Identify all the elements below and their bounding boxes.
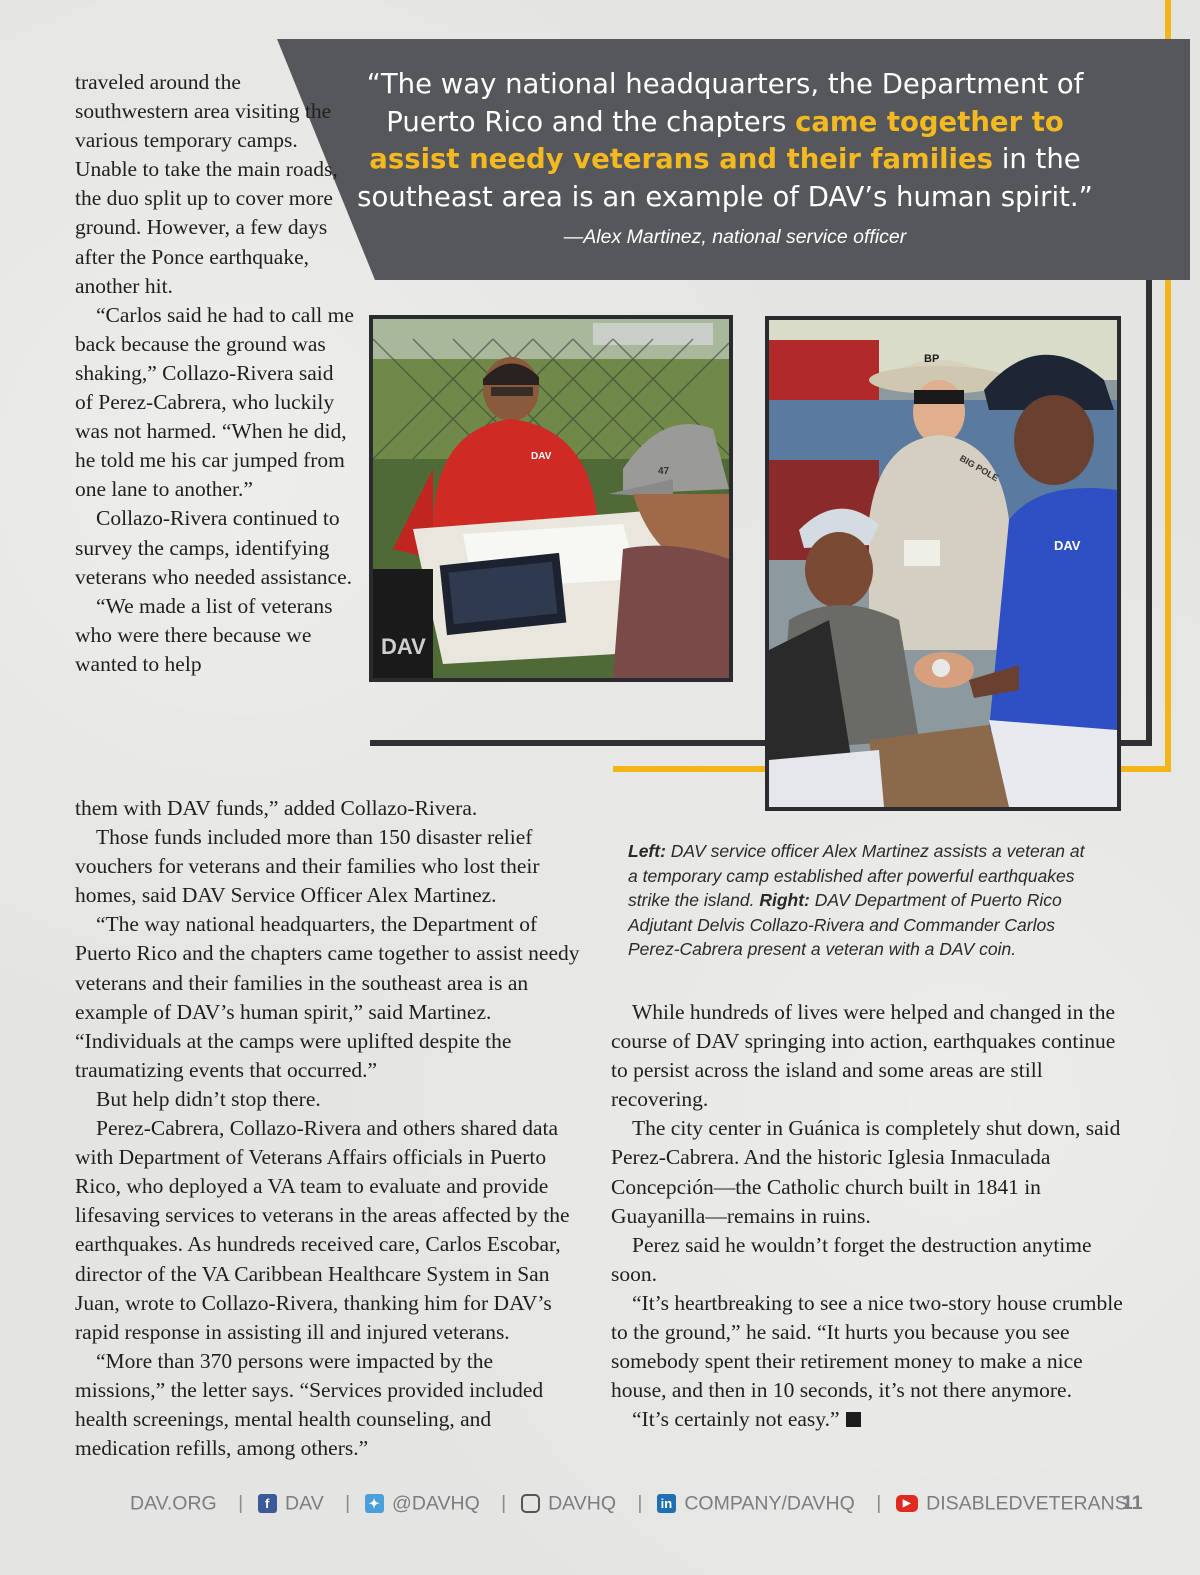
article-paragraph-final <box>611 1405 1126 1434</box>
pull-quote-text-end: in the southeast area is an example of DAV’s human spirit.” <box>357 143 1093 213</box>
article-paragraph: “The way national headquarters, the Department of Puerto Rico and the chapters came together to assist needy veterans and their families in the southeast area is an example of DAV’s human spirit,” said Martinez. “Individuals at the camps were uplifted despite the traumatizing events that occurred.” <box>75 912 580 1082</box>
article-paragraph: “Carlos said he had to call me back because the ground was shaking,” Collazo-Rivera said of Perez-Cabrera, who luckily was not harmed. “When he did, he told me his car jumped from one lane to another.” <box>75 302 354 502</box>
footer-instagram-link[interactable]: DAVHQ <box>548 1492 616 1515</box>
article-paragraph: “More than 370 persons were impacted by the missions,” the letter says. “Services provided included health screenings, mental health counseling, and medication refills, among others.” <box>75 1348 544 1461</box>
page-footer <box>130 1492 1140 1518</box>
footer-youtube-link[interactable]: DISABLEDVETERANS <box>926 1492 1128 1515</box>
facebook-icon[interactable]: f <box>258 1494 277 1513</box>
photo-veteran-coin <box>765 316 1121 811</box>
caption-left-text: DAV service officer Alex Martinez assists a veteran at a temporary camp established after powerful earthquakes strike the island. <box>628 841 1085 911</box>
article-column-left-bottom <box>75 794 585 1463</box>
end-mark-icon <box>846 1412 861 1427</box>
footer-linkedin-link[interactable]: COMPANY/DAVHQ <box>684 1492 855 1515</box>
caption-left-label: Left: <box>628 841 666 861</box>
photo-caption <box>628 839 1098 962</box>
photo-veteran-coin-illustration <box>769 320 1117 807</box>
footer-separator: | <box>238 1492 244 1515</box>
photo-right-shirt-text: BIG POLE <box>958 453 1001 484</box>
article-column-right <box>611 998 1126 1434</box>
article-paragraph: “It’s heartbreaking to see a nice two-story house crumble to the ground,” he said. “It hurts you because you see somebody spent their retirement money to make a nice house, and then in 10 seconds, it’s not there anymore. <box>611 1290 1123 1403</box>
linkedin-icon[interactable]: in <box>657 1494 676 1513</box>
footer-separator: | <box>876 1492 882 1515</box>
article-column-left-top <box>75 68 355 679</box>
article-paragraph: them with DAV funds,” added Collazo-Rivera. <box>75 796 478 820</box>
photo-left-cap-logo: 47 <box>658 466 670 477</box>
page-number: 11 <box>1122 1492 1143 1514</box>
footer-separator: | <box>637 1492 643 1515</box>
photo-right-hat-logo: BP <box>924 353 940 365</box>
pull-quote <box>345 66 1105 216</box>
final-quote-text: “It’s certainly not easy.” <box>632 1407 840 1432</box>
photo-service-officer <box>369 315 733 682</box>
article-paragraph: But help didn’t stop there. <box>96 1086 321 1111</box>
photo-right-shirt-logo: DAV <box>1054 538 1081 553</box>
article-paragraph: Collazo-Rivera continued to survey the camps, identifying veterans who needed assistance. <box>75 506 353 589</box>
footer-site-link[interactable]: DAV.ORG <box>130 1492 217 1515</box>
article-paragraph: Those funds included more than 150 disaster relief vouchers for veterans and their families who lost their homes, said DAV Service Officer Alex Martinez. <box>75 825 540 908</box>
footer-separator: | <box>501 1492 507 1515</box>
article-paragraph: “We made a list of veterans who were there because we wanted to help <box>75 593 333 676</box>
article-paragraph: The city center in Guánica is completely shut down, said Perez-Cabrera. And the historic Iglesia Inmaculada Concepción—the Catholic church built in 1841 in Guayanilla—remains in ruins. <box>611 1116 1121 1228</box>
footer-twitter-link[interactable]: @DAVHQ <box>392 1492 480 1515</box>
caption-right-text: DAV Department of Puerto Rico Adjutant Delvis Collazo-Rivera and Commander Carlos Perez-Cabrera present a veteran with a DAV coin. <box>628 890 1062 960</box>
pull-quote-attribution: —Alex Martinez, national service officer <box>563 226 907 248</box>
caption-right-label: Right: <box>759 890 810 911</box>
youtube-icon[interactable]: ▶ <box>896 1495 918 1512</box>
article-paragraph: Perez-Cabrera, Collazo-Rivera and others shared data with Department of Veterans Affairs officials in Puerto Rico, who deployed a VA team to evaluate and provide lifesaving services to veterans in the areas affected by the earthquakes. As hundreds received care, Carlos Escobar, director of the VA Caribbean Healthcare System in San Juan, wrote to Collazo-Rivera, thanking him for DAV’s rapid response in assisting ill and injured veterans. <box>75 1116 570 1344</box>
pull-quote-text: “The way national headquarters, the Department of Puerto Rico and the chapters <box>366 68 1084 138</box>
instagram-icon[interactable] <box>521 1494 540 1513</box>
photo-left-bag-logo: DAV <box>381 634 426 659</box>
photo-left-shirt-logo: DAV <box>531 451 552 462</box>
footer-facebook-link[interactable]: DAV <box>285 1492 324 1515</box>
article-paragraph: While hundreds of lives were helped and changed in the course of DAV springing into action, earthquakes continue to persist across the island and some areas are still recovering. <box>611 1000 1116 1112</box>
twitter-icon[interactable]: ✦ <box>365 1494 384 1513</box>
article-paragraph: traveled around the southwestern area visiting the various temporary camps. Unable to take the main roads, the duo split up to cover more ground. However, a few days after the Ponce earthquake, another hit. <box>75 70 338 298</box>
footer-separator: | <box>345 1492 351 1515</box>
article-paragraph: Perez said he wouldn’t forget the destruction anytime soon. <box>611 1232 1092 1286</box>
pull-quote-highlight: came together to assist needy veterans and their families <box>369 105 1064 175</box>
photo-service-officer-illustration <box>373 319 729 678</box>
